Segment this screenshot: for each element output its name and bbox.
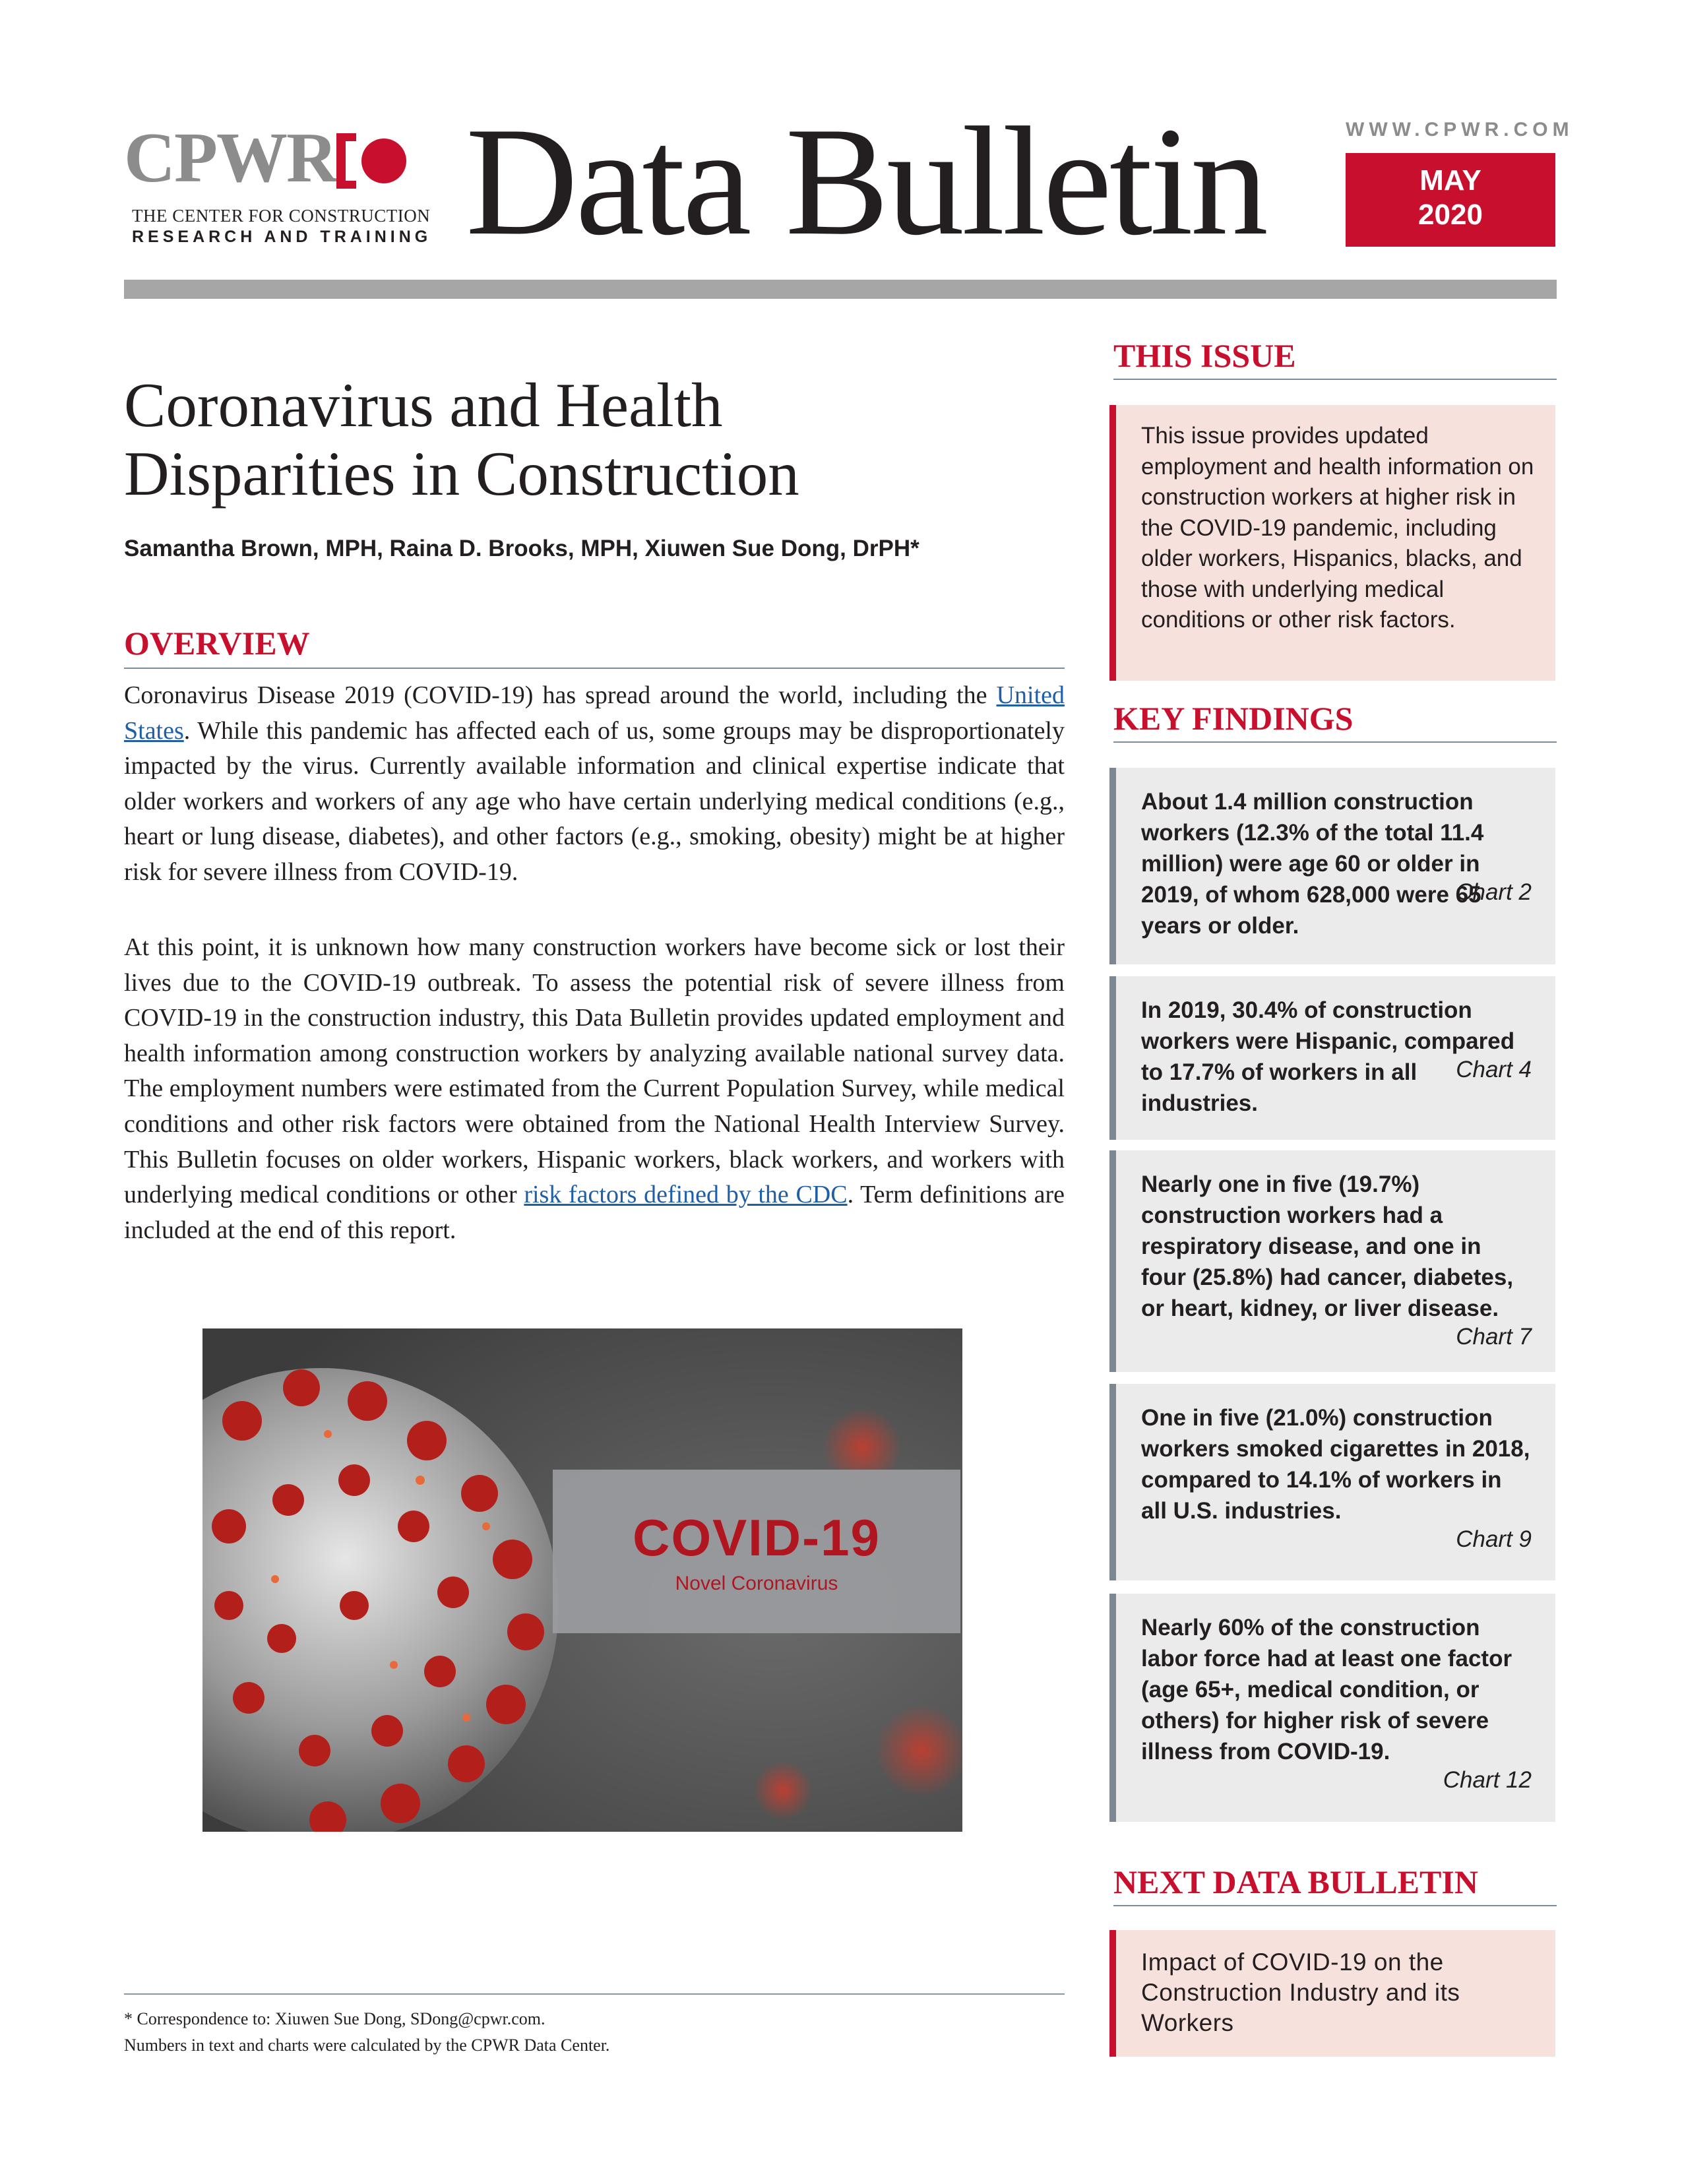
key-findings-heading: KEY FINDINGS: [1113, 700, 1354, 737]
footnote-divider: [124, 1993, 1065, 1995]
logo-tagline-1: THE CENTER FOR CONSTRUCTION: [132, 206, 431, 226]
this-issue-box: [1109, 405, 1555, 681]
chart-reference: Chart 4: [1456, 1057, 1532, 1082]
para1-text-b: . While this pandemic has affected each of us, some groups may be disproportionately impacted by the virus. Currently available information and clinical expertise indicate that older workers and workers of any age who have certain underlying medical conditions (e.g., heart or lung disease, diabetes), and other factors (e.g., smoking, obesity) might be at higher risk for severe illness from COVID-19.: [124, 716, 1065, 886]
this-issue-heading: THIS ISSUE: [1113, 337, 1296, 374]
key-finding-text: Nearly one in five (19.7%) construction workers had a respiratory disease, and one in four (25.8%) had cancer, diabetes, or heart, kidney, or liver disease.: [1141, 1171, 1514, 1321]
overview-paragraph-1: [124, 678, 1065, 890]
covid-image-subtitle: Novel Coronavirus: [675, 1573, 838, 1594]
para2-text-b: . Term definitions are included at the end of this report.: [124, 1181, 1065, 1244]
key-finding-text: Nearly 60% of the construction labor force had at least one factor (age 65+, medical condition, or others) for higher risk of severe illness from COVID-19.: [1141, 1615, 1512, 1764]
next-bulletin-box: [1109, 1930, 1555, 2057]
key-finding-card: [1109, 1150, 1555, 1372]
chart-reference: Chart 12: [1443, 1767, 1532, 1793]
next-bulletin-text: Impact of COVID-19 on the Construction Industry and its Workers: [1141, 1949, 1460, 2036]
article-title-line-2: Disparities in Construction: [124, 439, 799, 509]
key-findings-divider: [1113, 741, 1557, 743]
next-bulletin-divider: [1113, 1905, 1557, 1906]
this-issue-text: This issue provides updated employment and health information on construction workers at higher risk in the COVID-19 pandemic, including older workers, Hispanics, blacks, and those with underlying medical conditions or other risk factors.: [1141, 423, 1534, 633]
article-title: [124, 371, 1047, 508]
para2-text-a: At this point, it is unknown how many construction workers have become sick or lost their lives due to the COVID-19 outbreak. To assess the potential risk of severe illness from COVID-19 in the construction industry, this Data Bulletin provides updated employment and health information among construction workers by analyzing available national survey data. The employment numbers were estimated from the Current Population Survey, while medical conditions and other risk factors were obtained from the National Health Interview Survey. This Bulletin focuses on older workers, Hispanic workers, black workers, and workers with underlying medical conditions or other: [124, 933, 1065, 1209]
issue-month: MAY: [1419, 164, 1481, 197]
cdc-risk-factors-link[interactable]: risk factors defined by the CDC: [524, 1181, 848, 1209]
author-byline: Samantha Brown, MPH, Raina D. Brooks, MPH, Xiuwen Sue Dong, DrPH*: [124, 536, 919, 561]
article-title-line-1: Coronavirus and Health: [124, 370, 723, 440]
header-divider: [124, 280, 1557, 299]
key-finding-text: One in five (21.0%) construction workers smoked cigarettes in 2018, compared to 14.1% of workers in all U.S. industries.: [1141, 1405, 1530, 1524]
issue-date-badge: [1346, 153, 1555, 247]
key-finding-card: [1109, 976, 1555, 1140]
footnote-correspondence: * Correspondence to: Xiuwen Sue Dong, SDong@cpwr.com.: [124, 2009, 545, 2028]
key-finding-text: About 1.4 million construction workers (12.3% of the total 11.4 million) were age 60 or older in 2019, of whom 628,000 were 65 years or older.: [1141, 789, 1484, 939]
footnote-data-source: Numbers in text and charts were calculated by the CPWR Data Center.: [124, 2036, 610, 2055]
para1-text-a: Coronavirus Disease 2019 (COVID-19) has spread around the world, including the: [124, 681, 997, 709]
logo-wordmark: CPWR: [124, 119, 336, 197]
next-bulletin-heading: NEXT DATA BULLETIN: [1113, 1863, 1478, 1900]
site-url-link[interactable]: WWW.CPWR.COM: [1346, 119, 1574, 140]
key-finding-card: [1109, 1384, 1555, 1580]
issue-year: 2020: [1418, 199, 1483, 231]
overview-divider: [124, 668, 1065, 669]
overview-paragraph-2: [124, 930, 1065, 1248]
overview-heading: OVERVIEW: [124, 625, 310, 662]
this-issue-divider: [1113, 379, 1557, 380]
united-states-link[interactable]: United States: [124, 681, 1065, 745]
key-finding-text: In 2019, 30.4% of construction workers were Hispanic, compared to 17.7% of workers in all industries.: [1141, 997, 1515, 1116]
logo-tagline-2: RESEARCH AND TRAINING: [132, 228, 432, 246]
chart-reference: Chart 9: [1456, 1526, 1532, 1552]
masthead-title: Data Bulletin: [466, 96, 1266, 268]
key-finding-card: [1109, 768, 1555, 964]
chart-reference: Chart 7: [1456, 1324, 1532, 1350]
chart-reference: Chart 2: [1456, 879, 1532, 905]
key-finding-card: [1109, 1594, 1555, 1822]
covid-image-title: COVID-19: [633, 1509, 881, 1567]
cpwr-logo-icon: [336, 129, 408, 193]
